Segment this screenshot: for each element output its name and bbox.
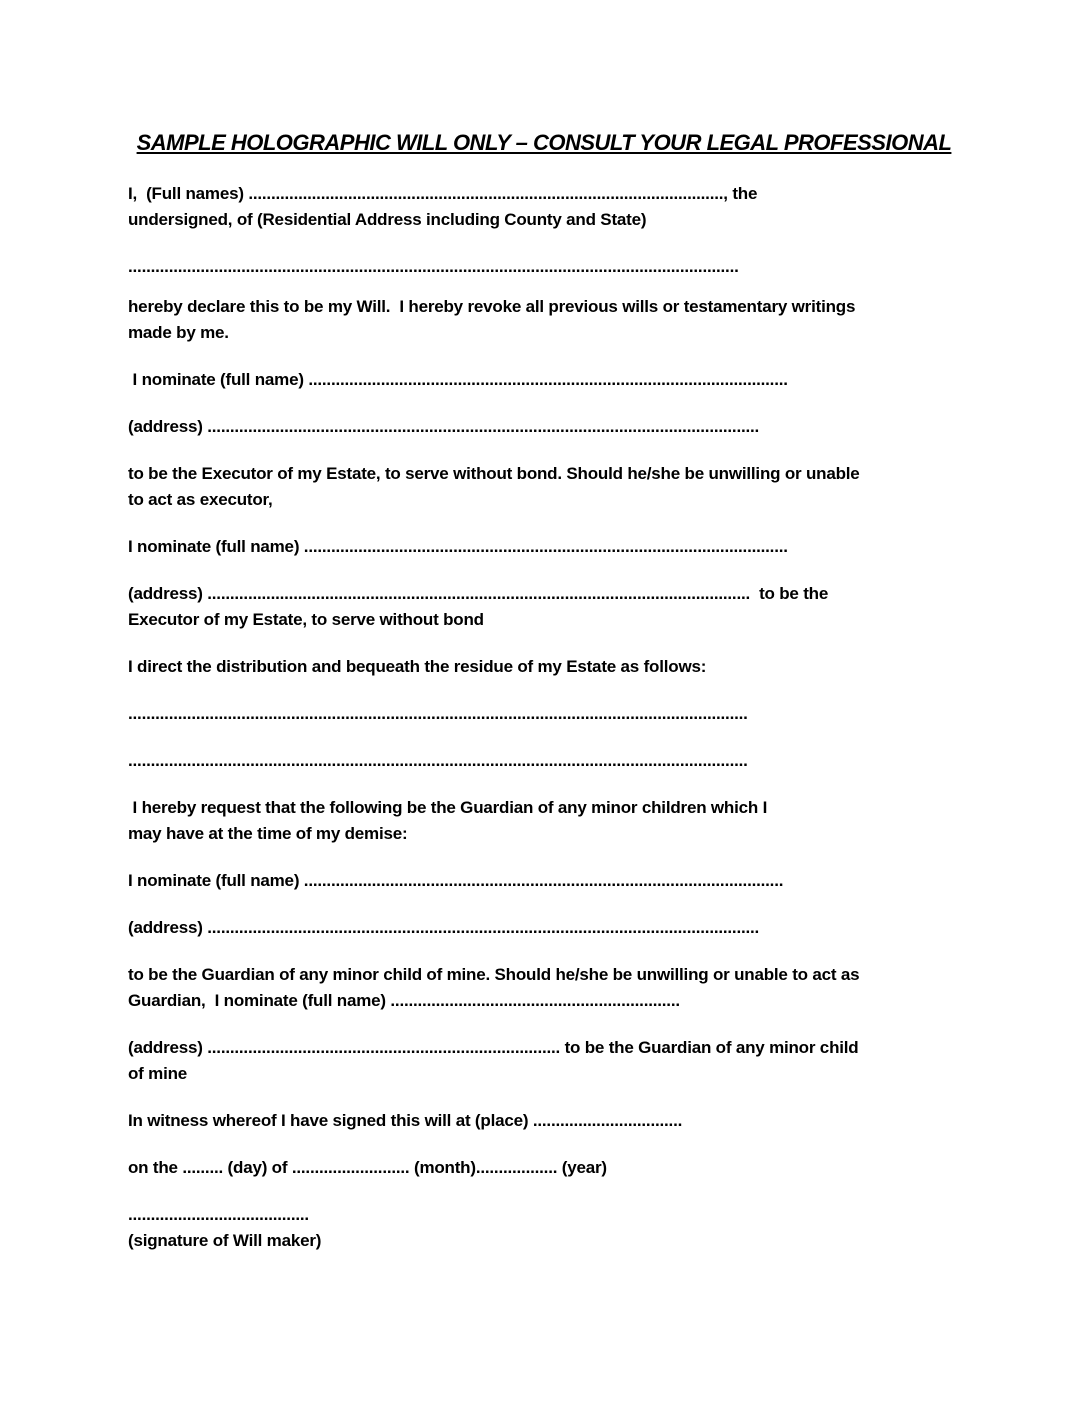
- intro-paragraph: [128, 181, 1088, 233]
- date-blank-line: on the ......... (day) of .......................... (month).................. (year): [128, 1158, 607, 1177]
- residue-blank-paragraph-2: [128, 748, 1088, 774]
- executor-nomination-name-paragraph: [128, 367, 1088, 393]
- text-line: to be the Guardian of any minor child of mine. Should he/she be unwilling or unable to act as: [128, 965, 860, 984]
- guardian-nomination-name-paragraph: [128, 868, 1088, 894]
- address-blank-line: (address) .............................................................................. to be the Guardian of any minor child: [128, 1038, 859, 1057]
- guardian-clause-paragraph: [128, 962, 1088, 1014]
- text-line: to act as executor,: [128, 490, 273, 509]
- date-paragraph: [128, 1155, 1088, 1181]
- guardian-request-paragraph: [128, 795, 1088, 847]
- residential-address-label-line: undersigned, of (Residential Address including County and State): [128, 210, 647, 229]
- dotted-fill-line: .........................................................................................................................................: [128, 751, 748, 770]
- executor-nomination-address-paragraph: [128, 414, 1088, 440]
- full-names-blank-line: I, (Full names) ........................................................................................................., the: [128, 184, 758, 203]
- alternate-executor-name-paragraph: [128, 534, 1088, 560]
- text-line: Executor of my Estate, to serve without bond: [128, 610, 484, 629]
- alternate-guardian-address-paragraph: [128, 1035, 1088, 1087]
- residue-blank-paragraph-1: [128, 701, 1088, 727]
- executor-clause-paragraph: [128, 461, 1088, 513]
- document-title: SAMPLE HOLOGRAPHIC WILL ONLY – CONSULT YOUR LEGAL PROFESSIONAL: [136, 130, 952, 155]
- witness-place-paragraph: [128, 1108, 1088, 1134]
- address-blank-line: (address) ........................................................................................................................ to be the: [128, 584, 829, 603]
- alternate-executor-address-paragraph: [128, 581, 1088, 633]
- signature-blank-line: ........................................: [128, 1205, 309, 1224]
- text-line: may have at the time of my demise:: [128, 824, 408, 843]
- nominate-name-blank-line: I nominate (full name) ...........................................................................................................: [128, 537, 788, 556]
- text-line: I direct the distribution and bequeath the residue of my Estate as follows:: [128, 657, 707, 676]
- nominate-name-blank-line: I nominate (full name) ..........................................................................................................: [128, 370, 788, 389]
- signature-paragraph: [128, 1202, 1088, 1254]
- distribution-clause-paragraph: [128, 654, 1088, 680]
- alternate-guardian-name-blank-line: Guardian, I nominate (full name) ................................................................: [128, 991, 680, 1010]
- address-blank-line: (address) ..........................................................................................................................: [128, 918, 760, 937]
- text-line: hereby declare this to be my Will. I hereby revoke all previous wills or testamentary writings: [128, 297, 856, 316]
- place-blank-line: In witness whereof I have signed this will at (place) .................................: [128, 1111, 683, 1130]
- address-blank-line: (address) ..........................................................................................................................: [128, 417, 760, 436]
- text-line: to be the Executor of my Estate, to serve without bond. Should he/she be unwilling or unable: [128, 464, 860, 483]
- text-line: of mine: [128, 1064, 188, 1083]
- signature-label-line: (signature of Will maker): [128, 1231, 322, 1250]
- text-line: made by me.: [128, 323, 229, 342]
- declaration-paragraph: [128, 294, 1088, 346]
- document-body: [128, 181, 1088, 1254]
- dotted-fill-line: .......................................................................................................................................: [128, 257, 739, 276]
- text-line: I hereby request that the following be the Guardian of any minor children which I: [128, 798, 768, 817]
- guardian-nomination-address-paragraph: [128, 915, 1088, 941]
- nominate-name-blank-line: I nominate (full name) ..........................................................................................................: [128, 871, 784, 890]
- address-blank-paragraph: [128, 254, 1088, 280]
- dotted-fill-line: .........................................................................................................................................: [128, 704, 748, 723]
